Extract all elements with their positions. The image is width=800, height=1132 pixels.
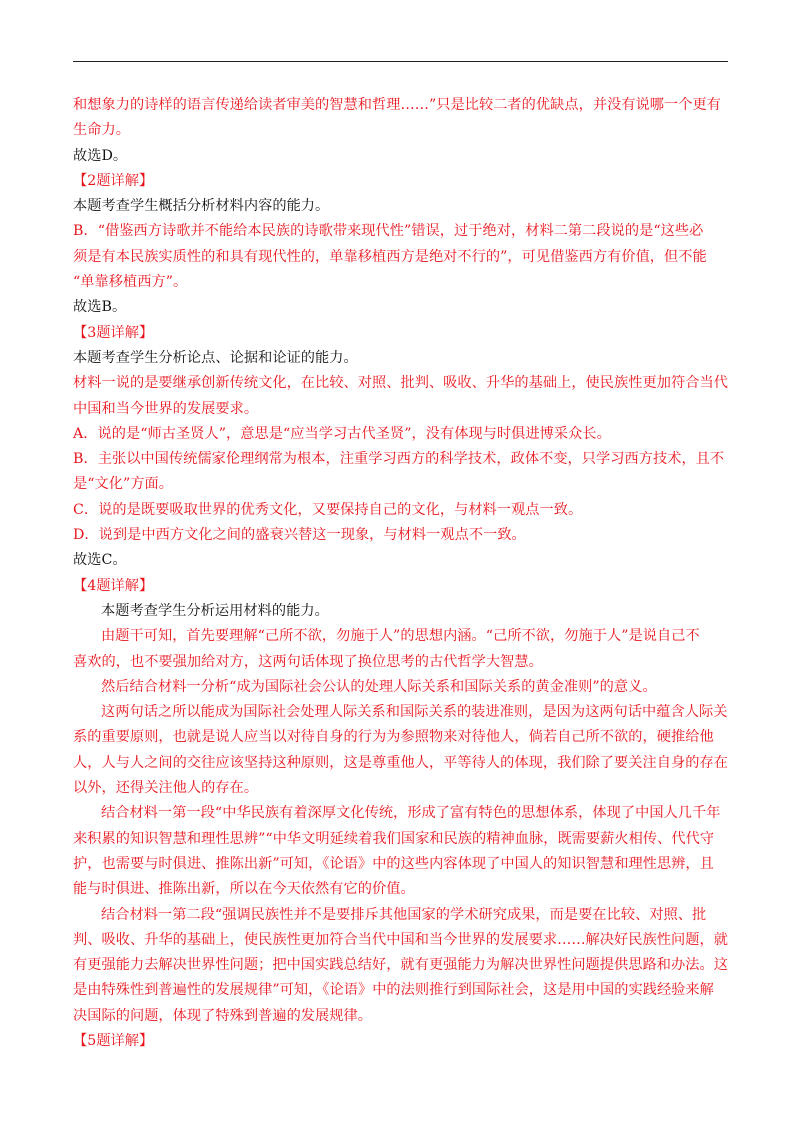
- text-line: 是由特殊性到普遍性的发展规律”可知，《论语》中的法则推行到国际社会，这是用中国的实践经验来解: [73, 982, 714, 999]
- text-line: B．主张以中国传统儒家伦理纲常为根本，注重学习西方的科学技术，政体不变，只学习西方技术，且不: [73, 451, 725, 468]
- text-line: 本题考查学生分析运用材料的能力。: [101, 602, 329, 619]
- text-line: 护，也需要与时俱进、推陈出新”可知，《论语》中的这些内容体现了中国人的知识智慧和理性思辨，且: [73, 855, 714, 872]
- text-line: 生命力。: [73, 122, 130, 139]
- text-line: D．说到是中西方文化之间的盛衰兴替这一现象，与材料一观点不一致。: [73, 527, 526, 544]
- text-line: 材料一说的是要继承创新传统文化，在比较、对照、批判、吸收、升华的基础上，使民族性更加符合当代: [73, 375, 728, 392]
- text-line: A．说的是“师古圣贤人”，意思是“应当学习古代圣贤”，没有体现与时俱进博采众长。: [73, 425, 611, 442]
- header-rule: [73, 61, 728, 62]
- text-line: 是“文化”方面。: [73, 476, 174, 493]
- text-line: 人，人与人之间的交往应该坚持这种原则，这是尊重他人，平等待人的体现，我们除了要关注自身的存在: [73, 754, 728, 771]
- text-line: 须是有本民族实质性的和具有现代性的，单靠移植西方是绝对不行的”，可见借鉴西方有价值，但不能: [73, 248, 707, 265]
- text-line: 本题考查学生分析论点、论据和论证的能力。: [73, 349, 358, 366]
- text-line: C．说的是既要吸取世界的优秀文化，又要保持自己的文化，与材料一观点一致。: [73, 501, 583, 518]
- text-line: 故选B。: [73, 299, 127, 316]
- text-line: 系的重要原则，也就是说人应当以对待自身的行为为参照物来对待他人，倘若自己所不欲的，硬推给他: [73, 729, 714, 746]
- text-line: 由题干可知，首先要理解“己所不欲，勿施于人”的思想内涵。“己所不欲，勿施于人”是说自己不: [101, 628, 700, 645]
- text-line: 和想象力的诗样的语言传递给读者审美的智慧和哲理……”只是比较二者的优缺点，并没有说哪一个更有: [73, 97, 721, 113]
- text-line: 能与时俱进、推陈出新，所以在今天依然有它的价值。: [73, 881, 415, 898]
- text-line: “单靠移植西方”。: [73, 274, 188, 291]
- text-line: 中国和当今世界的发展要求。: [73, 400, 259, 417]
- text-line: 这两句话之所以能成为国际社会处理人际关系和国际关系的装进准则，是因为这两句话中蕴含人际关: [101, 704, 728, 721]
- text-line: 故选D。: [73, 147, 128, 164]
- text-line: 以外，还得关注他人的存在。: [73, 780, 259, 797]
- text-line: 决国际的问题，体现了特殊到普遍的发展规律。: [73, 1007, 372, 1024]
- text-line: 来积累的知识智慧和理性思辨”“中华文明延续着我们国家和民族的精神血脉，既需要薪火相传、代代守: [73, 830, 715, 847]
- text-line: 本题考查学生概括分析材料内容的能力。: [73, 198, 330, 215]
- section-heading: 【3题详解】: [73, 324, 154, 341]
- text-line: 喜欢的，也不要强加给对方，这两句话体现了换位思考的古代哲学大智慧。: [73, 653, 543, 670]
- text-line: 有更强能力去解决世界性问题；把中国实践总结好，就有更强能力为解决世界性问题提供思路和办法。这: [73, 957, 728, 974]
- section-heading: 【4题详解】: [73, 577, 154, 594]
- text-line: 结合材料一第一段“中华民族有着深厚文化传统，形成了富有特色的思想体系，体现了中国人几千年: [101, 805, 721, 822]
- text-line: 故选C。: [73, 552, 127, 569]
- text-line: 判、吸收、升华的基础上，使民族性更加符合当代中国和当今世界的发展要求……解决好民族性问题，就: [73, 931, 728, 948]
- text-line: 然后结合材料一分析“成为国际社会公认的处理人际关系和国际关系的黄金准则”的意义。: [101, 678, 657, 695]
- text-line: 结合材料一第二段“强调民族性并不是要排斥其他国家的学术研究成果，而是要在比较、对照、批: [101, 906, 707, 923]
- section-heading: 【2题详解】: [73, 172, 154, 189]
- answer-explanation-body: [73, 93, 728, 1054]
- text-line: B．“借鉴西方诗歌并不能给本民族的诗歌带来现代性”错误，过于绝对，材料二第二段说的是“这些必: [73, 223, 704, 240]
- section-heading: 【5题详解】: [73, 1032, 154, 1049]
